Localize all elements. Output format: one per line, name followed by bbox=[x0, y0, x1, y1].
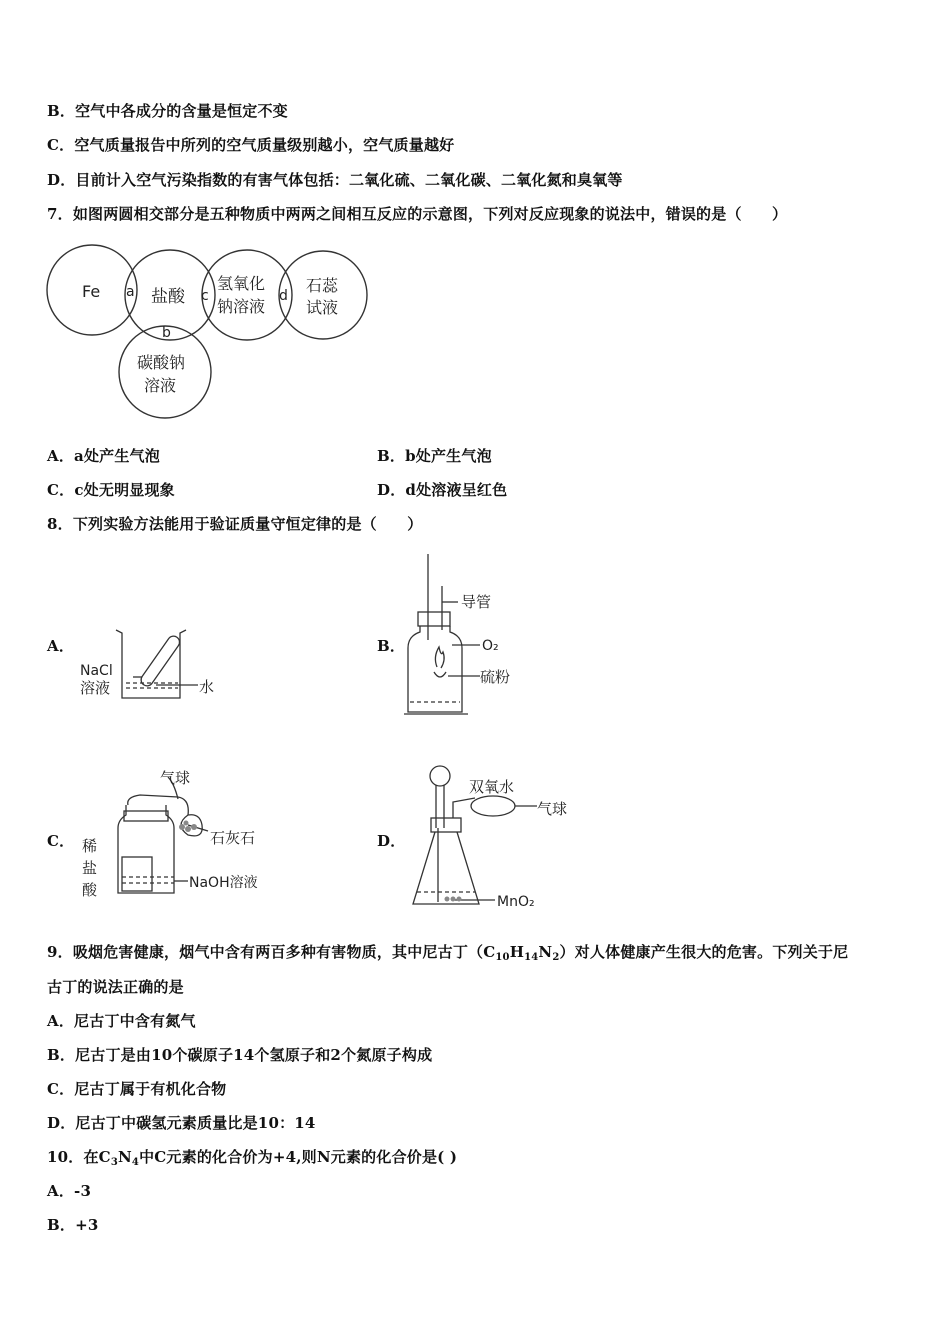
label-d: d bbox=[279, 288, 288, 304]
q9-h: H bbox=[509, 943, 525, 961]
q9-option-a: A．尼古丁中含有氮气 bbox=[47, 1012, 196, 1030]
q9-sub-h: 14 bbox=[524, 952, 539, 963]
fig-b-tube: 导管 bbox=[461, 593, 492, 611]
fig-b-sulfur: 硫粉 bbox=[480, 668, 511, 686]
q7-option-b: B．b处产生气泡 bbox=[377, 447, 492, 465]
q8-label-b: B． bbox=[377, 637, 406, 655]
q10-sub-n: 4 bbox=[131, 1157, 140, 1168]
fig-c-acid-1: 稀 bbox=[82, 837, 98, 855]
q10-stem-part2: 中C元素的化合价为+4,则N元素的化合价是( ) bbox=[139, 1148, 458, 1166]
label-b: b bbox=[162, 325, 171, 341]
fig-d-h2o2: 双氧水 bbox=[469, 778, 515, 796]
label-fe: Fe bbox=[82, 282, 101, 301]
fig-a-nacl-2: 溶液 bbox=[80, 679, 111, 697]
q9-option-b: B．尼古丁是由10个碳原子14个氢原子和2个氮原子构成 bbox=[47, 1046, 433, 1064]
q9-sub-c: 10 bbox=[495, 952, 510, 963]
q9-option-c: C．尼古丁属于有机化合物 bbox=[47, 1080, 227, 1098]
label-litmus-1: 石蕊 bbox=[306, 276, 339, 295]
fig-a-water: 水 bbox=[199, 678, 215, 696]
q9-stem-line1 bbox=[47, 942, 848, 962]
label-litmus-2: 试液 bbox=[306, 298, 339, 317]
q8-figure-b-jar bbox=[400, 552, 540, 717]
label-na2co3-1: 碳酸钠 bbox=[137, 353, 186, 372]
q8-figure-d-flask bbox=[405, 762, 585, 912]
fig-b-o2: O₂ bbox=[482, 638, 499, 654]
fig-d-mno2: MnO₂ bbox=[497, 894, 535, 910]
q7-option-c: C．c处无明显现象 bbox=[47, 481, 175, 499]
fig-c-balloon: 气球 bbox=[160, 769, 191, 787]
label-hcl: 盐酸 bbox=[151, 287, 185, 307]
q9-option-d: D．尼古丁中碳氢元素质量比是10：14 bbox=[47, 1114, 316, 1132]
label-c: c bbox=[201, 288, 209, 304]
q7-option-d: D．d处溶液呈红色 bbox=[377, 481, 508, 499]
q10-stem-part1: 10．在C bbox=[47, 1148, 111, 1166]
q9-n: N bbox=[538, 943, 553, 961]
fig-d-balloon: 气球 bbox=[537, 800, 568, 818]
fig-c-naoh: NaOH溶液 bbox=[189, 875, 258, 891]
q7-stem: 7．如图两圆相交部分是五种物质中两两之间相互反应的示意图，下列对反应现象的说法中，错误的是（ ） bbox=[47, 205, 788, 223]
q8-label-c: C． bbox=[47, 832, 75, 850]
fig-c-acid-2: 盐 bbox=[82, 859, 98, 877]
q7-option-a: A．a处产生气泡 bbox=[47, 447, 160, 465]
fig-c-limestone: 石灰石 bbox=[210, 829, 256, 847]
q8-figure-c-bottle bbox=[78, 765, 278, 905]
q9-stem-part2: ）对人体健康产生很大的危害。下列关于尼 bbox=[559, 943, 849, 961]
q10-n: N bbox=[118, 1148, 132, 1166]
label-naoh-1: 氢氧化 bbox=[217, 274, 266, 293]
label-na2co3-2: 溶液 bbox=[144, 376, 177, 395]
label-a: a bbox=[126, 284, 135, 300]
q7-circles-diagram bbox=[40, 240, 380, 425]
q8-label-a: A． bbox=[47, 637, 75, 655]
q6-option-b: B．空气中各成分的含量是恒定不变 bbox=[47, 102, 288, 120]
q6-option-d: D．目前计入空气污染指数的有害气体包括：二氧化硫、二氧化碳、二氧化氮和臭氧等 bbox=[47, 171, 623, 189]
q8-label-d: D． bbox=[377, 832, 406, 850]
q8-figure-a-beaker bbox=[78, 625, 228, 705]
q10-option-a: A．-3 bbox=[47, 1182, 92, 1200]
label-naoh-2: 钠溶液 bbox=[217, 297, 266, 316]
q10-sub-c: 3 bbox=[110, 1157, 118, 1168]
fig-a-nacl-1: NaCl bbox=[80, 663, 113, 679]
q10-option-b: B．+3 bbox=[47, 1216, 99, 1234]
q9-stem-line2: 古丁的说法正确的是 bbox=[47, 978, 184, 996]
q8-stem: 8．下列实验方法能用于验证质量守恒定律的是（ ） bbox=[47, 515, 423, 533]
fig-c-acid-3: 酸 bbox=[82, 881, 98, 899]
q9-stem-part1: 9．吸烟危害健康，烟气中含有两百多种有害物质，其中尼古丁（C bbox=[47, 943, 496, 961]
q9-sub-n: 2 bbox=[552, 952, 560, 963]
q6-option-c: C．空气质量报告中所列的空气质量级别越小，空气质量越好 bbox=[47, 136, 455, 154]
q10-stem bbox=[47, 1147, 457, 1167]
